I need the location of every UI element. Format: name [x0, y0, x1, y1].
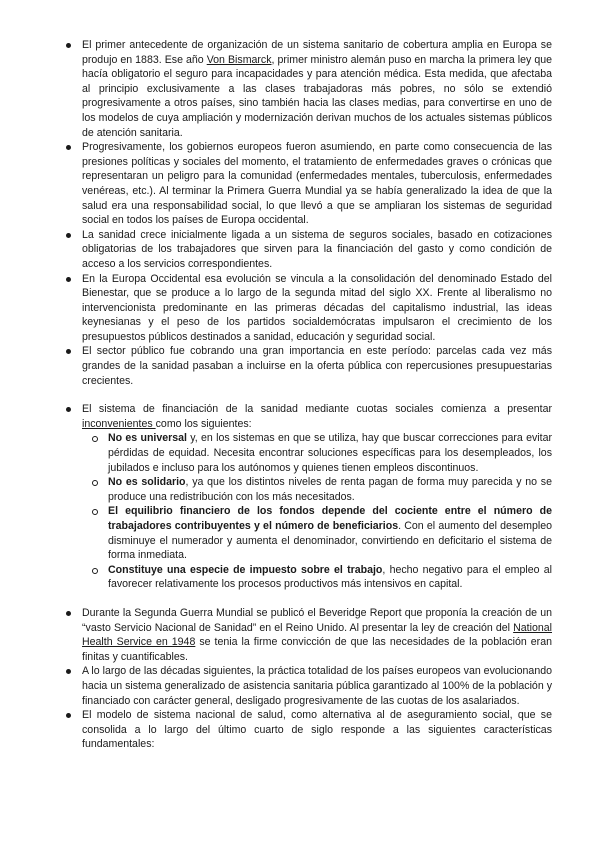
- inconvenientes-link[interactable]: inconvenientes: [82, 417, 156, 430]
- paragraph-text: se tenia la firme convicción de que las necesidades de la población eran finitas y cuantificables.: [82, 636, 552, 663]
- list-item: A lo largo de las décadas siguientes, la práctica totalidad de los países europeos van evolucionando hacia un sistema generalizado de asistencia sanitaria pública garantizado al 100% de la población y financiado con carácter general, desligado progresivamente de las cuotas de los asalariados.: [64, 664, 552, 708]
- bold-term: No es solidario: [108, 476, 186, 489]
- bold-term: No es universal: [108, 432, 187, 445]
- sub-list-item: [82, 431, 552, 475]
- list-item: [64, 402, 552, 592]
- list-item: El sector público fue cobrando una gran importancia en este período: parcelas cada vez más grandes de la sanidad pasaban a incluirse en la oferta pública con repercusiones presupuestarias crecientes.: [64, 344, 552, 388]
- sub-list-item: [82, 504, 552, 562]
- bold-term: Constituye una especie de impuesto sobre el trabajo: [108, 563, 383, 576]
- paragraph-text: como los siguientes:: [155, 417, 252, 430]
- paragraph-text: , primer ministro alemán puso en marcha la primera ley que hacía obligatorio el seguro para incapacidades y para atención médica. Esta medida, que afectaba al principio exclusivamente a las clases trabajadoras más pobres, no sólo se extendió progresivamente a otros países, sino también hacia las clases medias, para convertirse en uno de los modelos de cuya ampliación y modernización derivan muchos de los actuales sistemas públicos de atención sanitaria.: [82, 53, 552, 139]
- list-item: [64, 606, 552, 664]
- nhs-link[interactable]: National Health Service en 1948: [82, 621, 552, 649]
- list-item: [64, 38, 552, 140]
- list-item: La sanidad crece inicialmente ligada a un sistema de seguros sociales, basado en cotizaciones obligatorias de los trabajadores que sirven para la financiación del gasto y como condición de acceso a los servicios correspondientes.: [64, 228, 552, 272]
- paragraph-text: El primer antecedente de organización de un sistema sanitario de cobertura amplia en Europa se produjo en 1883. Ese año: [82, 39, 552, 66]
- sub-item-text: . Con el aumento del desempleo disminuye el numerador y aumenta el denominador, convirtiendo en deficitario el sistema de forma inmediata.: [108, 520, 552, 562]
- paragraph-text: El sistema de financiación de la sanidad mediante cuotas sociales comienza a presentar: [82, 403, 552, 416]
- sub-item-text: , hecho negativo para el empleo al favorecer relativamente los procesos productivos más intensivos en capital.: [108, 563, 552, 591]
- sub-item-text: , ya que los distintos niveles de renta pagan de forma muy parecida y no se produce una redistribución con los más necesitados.: [108, 476, 552, 503]
- list-item: Progresivamente, los gobiernos europeos fueron asumiendo, en parte como consecuencia de las presiones políticas y sociales del momento, el tratamiento de enfermedades graves o crónicas que representaran un peligro para la comunidad (enfermedades mentales, tuberculosis, enfermedades venéreas, etc.). Al terminar la Primera Guerra Mundial ya se había generalizado la idea de que la salud era una responsabilidad social, lo que llevó a que se ampliaran los sistemas de seguridad social en todos los países de Europa occidental.: [64, 140, 552, 228]
- list-item: En la Europa Occidental esa evolución se vincula a la consolidación del denominado Estado del Bienestar, que se produce a lo largo de la segunda mitad del siglo XX. Frente al liberalismo no intervencionista predominante en las primeras décadas del capitalismo industrial, las ideas keynesianas y el peso de los partidos socialdemócratas impulsaron el crecimiento de los presupuestos públicos destinados a sanidad, educación y seguridad social.: [64, 272, 552, 345]
- bullet-list: [64, 38, 552, 752]
- bold-term: El equilibrio financiero de los fondos depende del cociente entre el número de trabajadores contribuyentes y el número de beneficiarios: [108, 505, 552, 532]
- sub-list-item: [82, 475, 552, 504]
- paragraph-text: Durante la Segunda Guerra Mundial se publicó el Beveridge Report que proponía la creación de un “vasto Servicio Nacional de Sanidad” en el Reino Unido. Al presentar la ley de creación del: [82, 606, 552, 634]
- list-item: El modelo de sistema nacional de salud, como alternativa al de aseguramiento social, que se consolida a lo largo del último cuarto de siglo responde a las siguientes características fundamentales:: [64, 708, 552, 752]
- sub-list-item: [82, 563, 552, 592]
- von-bismarck-link[interactable]: Von Bismarck: [206, 53, 272, 66]
- sub-item-text: y, en los sistemas en que se utiliza, hay que buscar correcciones para evitar pérdidas de equidad. Necesita encontrar soluciones específicas para los desempleados, los jubilados e incluso para los autónomos y quienes tienen empleos discontinuos.: [108, 432, 552, 474]
- sub-list: [82, 431, 552, 592]
